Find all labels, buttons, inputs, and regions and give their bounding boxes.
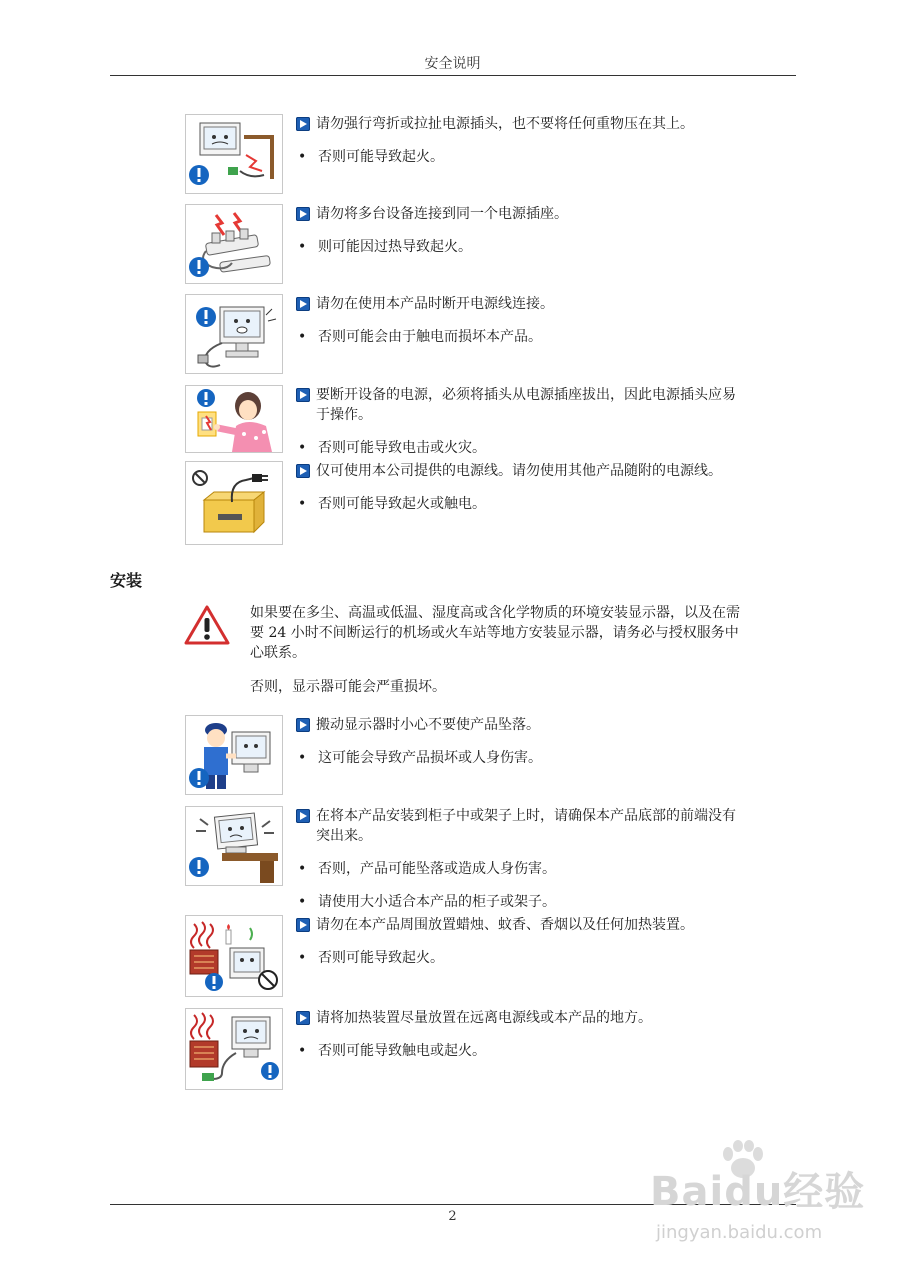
blue-arrow-icon (296, 1011, 310, 1025)
bullet-dot: • (298, 894, 307, 910)
bullet-dot: • (298, 1043, 307, 1059)
bullet-dot: • (298, 750, 307, 766)
bullet-dot: • (298, 239, 307, 255)
blue-arrow-icon (296, 809, 310, 823)
item-bullet: 否则可能导致起火或触电。 (318, 496, 486, 512)
watermark-main: Baidu经验 (650, 1169, 866, 1215)
item-heading: 请勿在本产品周围放置蜡烛、蚊香、香烟以及任何加热装置。 (316, 917, 694, 933)
blue-arrow-icon (296, 207, 310, 221)
monitor-unplug-illustration (185, 294, 283, 374)
item-heading: 请勿强行弯折或拉扯电源插头，也不要将任何重物压在其上。 (316, 116, 694, 132)
power-plug-bend-illustration (185, 114, 283, 194)
item-bullet: 请使用大小适合本产品的柜子或架子。 (318, 894, 556, 910)
item-heading: 在将本产品安装到柜子中或架子上时，请确保本产品底部的前端没有突出来。 (316, 808, 736, 844)
bullet-dot: • (298, 440, 307, 456)
item-bullet: 否则，产品可能坠落或造成人身伤害。 (318, 861, 556, 877)
bullet-dot: • (298, 861, 307, 877)
install-warning-text: 如果要在多尘、高温或低温、湿度高或含化学物质的环境安装显示器，以及在需要 24 小时不间断运行的机场或火车站等地方安装显示器，请务必与授权服务中心联系。 (250, 605, 740, 661)
item-bullet: 否则可能会由于触电而损坏本产品。 (318, 329, 542, 345)
monitor-on-shelf-illustration (185, 806, 283, 886)
blue-arrow-icon (296, 918, 310, 932)
header-rule (110, 75, 796, 76)
blue-arrow-icon (296, 388, 310, 402)
item-bullet: 否则可能导致触电或起火。 (318, 1043, 486, 1059)
item-bullet: 否则可能导致起火。 (318, 149, 444, 165)
item-heading: 请将加热装置尽量放置在远离电源线或本产品的地方。 (316, 1010, 652, 1026)
item-heading: 请勿在使用本产品时断开电源线连接。 (316, 296, 554, 312)
baidu-watermark (640, 1140, 870, 1270)
bullet-dot: • (298, 496, 307, 512)
blue-arrow-icon (296, 297, 310, 311)
blue-arrow-icon (296, 718, 310, 732)
page-number: 2 (448, 1209, 457, 1224)
item-bullet: 则可能因过热导致起火。 (318, 239, 472, 255)
item-bullet: 否则可能导致起火。 (318, 950, 444, 966)
blue-arrow-icon (296, 464, 310, 478)
carry-monitor-illustration (185, 715, 283, 795)
warning-triangle-icon (183, 604, 231, 646)
bullet-dot: • (298, 950, 307, 966)
watermark-sub: jingyan.baidu.com (656, 1222, 823, 1243)
item-heading: 仅可使用本公司提供的电源线。请勿使用其他产品随附的电源线。 (316, 463, 722, 479)
power-strip-overload-illustration (185, 204, 283, 284)
item-bullet: 这可能会导致产品损坏或人身伤害。 (318, 750, 542, 766)
heater-cord-monitor-illustration (185, 1008, 283, 1090)
item-heading: 搬动显示器时小心不要使产品坠落。 (316, 717, 540, 733)
install-warning-note: 否则，显示器可能会严重损坏。 (250, 679, 446, 695)
section-title-install: 安装 (110, 571, 143, 590)
candle-heater-monitor-illustration (185, 915, 283, 997)
bullet-dot: • (298, 149, 307, 165)
blue-arrow-icon (296, 117, 310, 131)
page-header-title: 安全说明 (424, 56, 481, 72)
woman-unplug-illustration (185, 385, 283, 453)
item-heading: 要断开设备的电源，必须将插头从电源插座拔出，因此电源插头应易于操作。 (316, 387, 736, 423)
bullet-dot: • (298, 329, 307, 345)
item-heading: 请勿将多台设备连接到同一个电源插座。 (316, 206, 568, 222)
item-bullet: 否则可能导致电击或火灾。 (318, 440, 486, 456)
power-cord-box-illustration (185, 461, 283, 545)
